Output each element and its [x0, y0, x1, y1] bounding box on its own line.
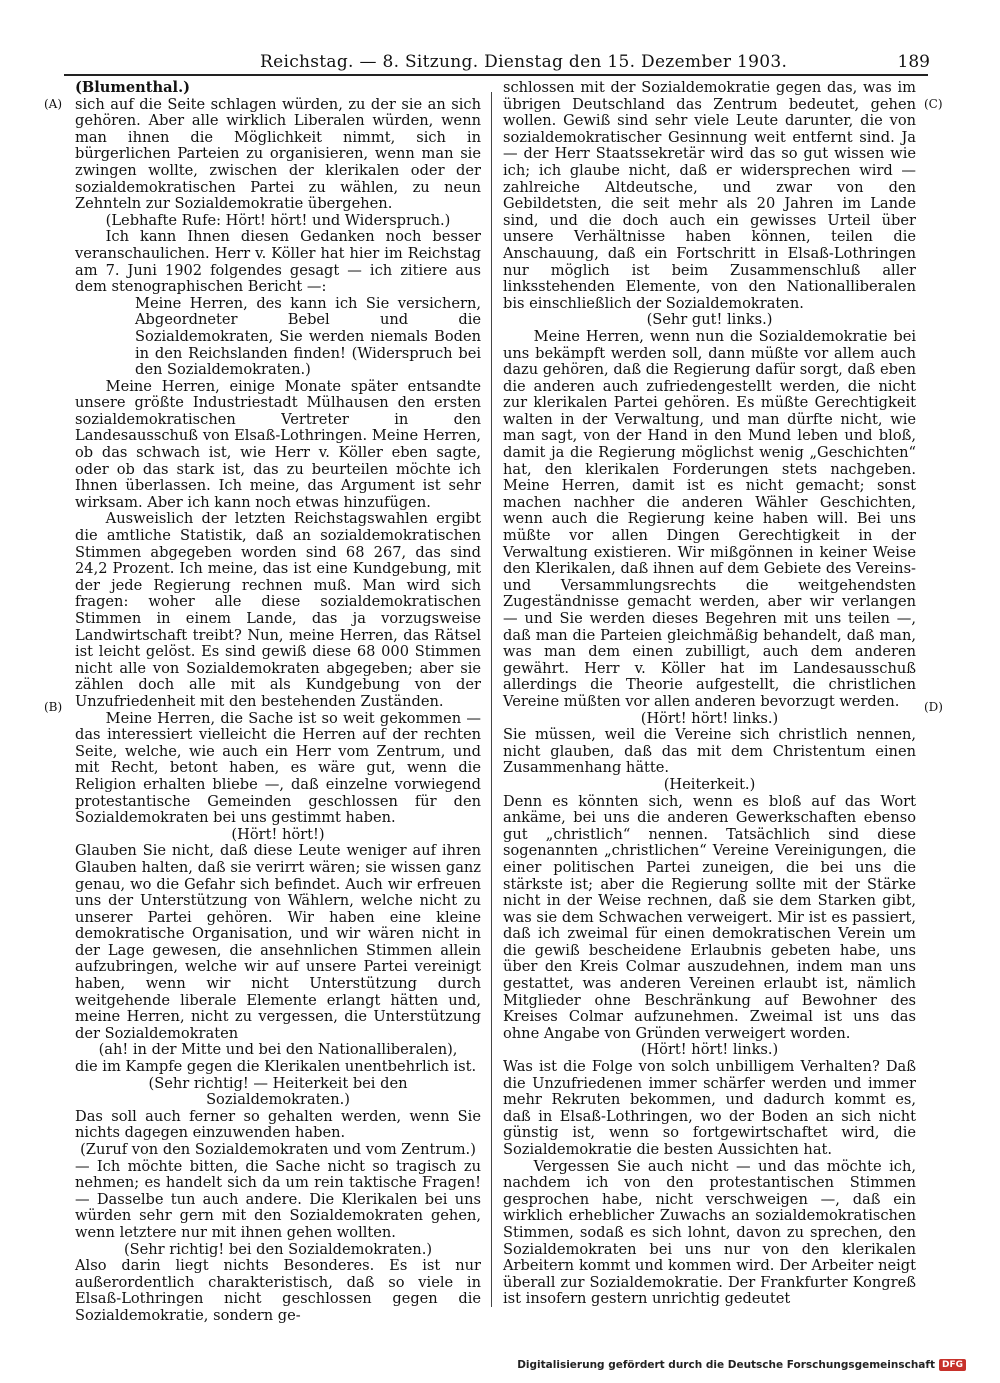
margin-marker-c: (C) [924, 97, 943, 111]
running-title: Reichstag. — 8. Sitzung. Dienstag den 15. Dezember 1903. [260, 52, 788, 72]
paragraph: schlossen mit der Sozialdemokratie gegen das, was im übrigen Deutschland das Zentrum bedeutet, gehen wollen. Gewiß sind sehr viele Leute darunter, die von sozialdemokratischer Gesinnung weit entfernt sind. Ja — der Herr Staatssekretär wird das so gut wissen wie ich; ich glaube nicht, daß er widersprechen wird — zahlreiche Altdeutsche, und zwar von den Gebildetsten, die seit mehr als 20 Jahren im Lande sind, und die doch auch ein gewisses Urteil über unsere Verhältnisse haben können, teilen die Anschauung, daß ein Fortschritt in Elsaß-Lothringen nur möglich ist beim Zusammenschluß aller linksstehenden Elemente, von den Nationalliberalen bis einschließlich der Sozialdemokraten. [503, 79, 916, 312]
paragraph: Das soll auch ferner so gehalten werden, wenn Sie nichts dagegen einzuwenden haben. [75, 1107, 481, 1142]
paragraph: Was ist die Folge von solch unbilligem Verhalten? Daß die Unzufriedenen immer schärfer werden und immer mehr Rekruten bekommen, und dadurch kommt es, daß in Elsaß-Lothringen, wo der Boden an sich nicht günstig ist, wenn so fortgewirtschaftet wird, die Sozialdemokratie die besten Aussichten hat. [503, 1058, 916, 1158]
interjection: (Hört! hört! links.) [640, 709, 779, 727]
interjection: (ah! in der Mitte und bei den Nationalliberalen), [98, 1041, 458, 1059]
footer-credit: Digitalisierung gefördert durch die Deutsche Forschungsgemeinschaft [517, 1359, 935, 1371]
interjection: (Zuruf von den Sozialdemokraten und vom Zentrum.) [80, 1141, 476, 1158]
page-number: 189 [897, 52, 930, 72]
margin-marker-b: (B) [44, 700, 63, 714]
paragraph: Ausweislich der letzten Reichstagswahlen ergibt die amtliche Statistik, daß an sozialdemokratischen Stimmen abgegeben worden sind 68 267, das sind 24,2 Prozent. Ich meine, das ist eine Kundgebung, mit der jede Regierung rechnen muß. Man wird sich fragen: woher alle diese sozialdemokratischen Stimmen in einem Lande, das ja vorzugsweise Landwirtschaft treibt? Nun, meine Herren, das Rätsel ist leicht gelöst. Es sind gewiß diese 68 000 Stimmen nicht alle von Sozialdemokraten abgegeben; aber sie zählen doch alle mit als Kundgebung von der Unzufriedenheit mit den bestehenden Zuständen. [75, 510, 481, 710]
page-header [60, 52, 930, 74]
header-rule [64, 74, 928, 76]
interjection: (Hört! hört!) [231, 825, 325, 843]
paragraph: die im Kampfe gegen die Klerikalen unentbehrlich ist. [75, 1058, 477, 1076]
paragraph: Meine Herren, einige Monate später entsandte unsere größte Industriestadt Mülhausen den ersten sozialdemokratischen Vertreter in den Landesausschuß von Elsaß-Lothringen. Meine Herren, ob das schwach ist, wie Herr v. Köller eben sagte, oder ob das stark ist, das zu beurteilen möchte ich Ihnen überlassen. Ich meine, das Argument ist sehr wirksam. Aber ich kann noch etwas hinzufügen. [75, 377, 481, 511]
column-divider [491, 92, 492, 1307]
margin-marker-d: (D) [924, 700, 943, 714]
paragraph: Vergessen Sie auch nicht — und das möchte ich, nachdem ich von den protestantischen Stimmen gesprochen habe, nicht verschweigen —, daß ein wirklich erheblicher Zuwachs an sozialdemokratischen Stimmen, sodaß es sich lohnt, davon zu sprechen, den Sozialdemokraten bei uns nur von den klerikalen Arbeitern kommt und kommen wird. Der Arbeiter neigt überall zur Sozialdemokratie. Der Frankfurter Kongreß ist insofern gestern unrichtig gedeutet [503, 1157, 916, 1308]
interjection: (Hört! hört! links.) [640, 1041, 779, 1059]
paragraph: — Ich möchte bitten, die Sache nicht so tragisch zu nehmen; es handelt sich da um rein taktische Fragen! — Dasselbe tun auch andere. Die Klerikalen bei uns würden sehr gern mit den Sozialdemokraten gehen, wenn letztere nur mit ihnen gehen wollten. [75, 1157, 481, 1241]
quotation: Meine Herren, des kann ich Sie versichern, Abgeordneter Bebel und die Sozialdemokraten, Sie werden niemals Boden in den Reichslanden finden! (Widerspruch bei den Sozialdemokraten.) [135, 294, 481, 379]
paragraph: Denn es könnten sich, wenn es bloß auf das Wort ankäme, bei uns die anderen Gewerkschaften ebenso gut „christlich“ nennen. Tatsächlich sind diese sogenannten „christlichen“ Vereine Vereinigungen, die einer politischen Partei zuneigen, die bei uns die stärkste ist; aber die Regierung sollte mit der Stärke nicht in der Weise rechnen, daß sie dem Starken gibt, was sie dem Schwachen verweigert. Mir ist es passiert, daß ich zweimal für einen demokratischen Verein um die gewiß bescheidene Erlaubnis gebeten habe, uns über den Kreis Colmar auszudehnen, indem man uns gestattet, was anderen Vereinen erlaubt ist, nämlich Mitglieder ohne Beschränkung auf Bewohner des Kreises Colmar aufzunehmen. Zweimal ist uns das ohne Angabe von Gründen verweigert worden. [503, 792, 916, 1042]
interjection: (Lebhafte Rufe: Hört! hört! und Widerspruch.) [105, 211, 451, 229]
left-column [75, 80, 481, 1325]
paragraph: Sie müssen, weil die Vereine sich christlich nennen, nicht glauben, daß das mit dem Christentum einen Zusammenhang hätte. [503, 726, 916, 777]
interjection: (Sehr richtig! bei den Sozialdemokraten.) [123, 1240, 433, 1258]
paragraph: Also darin liegt nichts Besonderes. Es ist nur außerordentlich charakteristisch, daß so viele in Elsaß-Lothringen nicht geschlossen gegen die Sozialdemokratie, sondern ge- [75, 1257, 481, 1324]
paragraph: Meine Herren, die Sache ist so weit gekommen — das interessiert vielleicht die Herren auf der rechten Seite, welche, wie auch ein Herr vom Zentrum, und mit Recht, betont haben, es wäre gut, wenn die Religion erhalten bliebe —, daß einzelne vorwiegend protestantische Gemeinden geschlossen für den Sozialdemokraten bei uns gestimmt haben. [75, 709, 481, 827]
paragraph: Glauben Sie nicht, daß diese Leute weniger auf ihren Glauben halten, daß sie verirrt wären; sie wissen ganz genau, wo die Gefahr sich befindet. Auch wir erfreuen uns der Unterstützung von Wählern, welche nicht zu unserer Partei gehören. Wir haben eine kleine demokratische Organisation, und wir wären nicht in der Lage gewesen, die ansehnlichen Stimmen allein aufzubringen, welche wir auf unsere Partei vereinigt haben, wenn wir nicht Unterstützung durch weitgehende liberale Elemente erlangt hätten und, meine Herren, nicht zu vergessen, die Unterstützung der Sozialdemokraten [75, 842, 481, 1042]
margin-marker-a: (A) [44, 97, 63, 111]
interjection: (Sehr gut! links.) [646, 311, 773, 329]
interjection: (Heiterkeit.) [663, 775, 756, 793]
paragraph: sich auf die Seite schlagen würden, zu der sie an sich gehören. Aber alle wirklich Liberalen würden, wenn man ihnen die Möglichkeit nimmt, sich in bürgerlichen Parteien zu organisieren, wenn man sie zwingen wollte, zwischen der klerikalen oder der sozialdemokratischen Partei zu wählen, zu neun Zehnteln zur Sozialdemokratie übergehen. [75, 95, 481, 213]
paragraph: Ich kann Ihnen diesen Gedanken noch besser veranschaulichen. Herr v. Köller hat hier im Reichstag am 7. Juni 1902 folgendes gesagt — ich zitiere aus dem stenographischen Bericht —: [75, 228, 481, 296]
footer [517, 1359, 966, 1371]
interjection: (Sehr richtig! — Heiterkeit bei den Sozialdemokraten.) [148, 1074, 408, 1109]
speaker-name: (Blumenthal.) [75, 79, 191, 96]
right-column [503, 80, 916, 1308]
dfg-logo: DFG [939, 1359, 966, 1371]
paragraph: Meine Herren, wenn nun die Sozialdemokratie bei uns bekämpft werden soll, dann müßte vor allem auch dazu gehören, daß die Regierung dafür sorgt, daß eben die anderen auch zufriedengestellt werden, die nicht zur klerikalen Partei gehören. Es müßte Gerechtigkeit walten in der Verwaltung, und man dürfte nicht, wie man sagt, von der Hand in den Mund leben und bloß, damit ja die Regierung möglichst wenig „Geschichten“ hat, den klerikalen Forderungen stets nachgeben. Meine Herren, damit ist es nicht gemacht; sonst machen nachher die anderen Wähler Geschichten, wenn auch die Regierung keine haben will. Bei uns müßte vor allen Dingen Gerechtigkeit in der Verwaltung existieren. Wir mißgönnen in keiner Weise den Klerikalen, daß ihnen auf dem Gebiete des Vereins- und Versammlungsrechts die weitgehendsten Zugeständnisse gemacht werden, aber wir verlangen — und Sie werden dieses Begehren mit uns teilen —, daß man die Parteien gleichmäßig behandelt, daß man, was man dem einen zubilligt, auch dem anderen gewährt. Herr v. Köller hat im Landesausschuß allerdings die Theorie aufgestellt, die christlichen Vereine müßten vor allen anderen bevorzugt werden. [503, 327, 916, 710]
